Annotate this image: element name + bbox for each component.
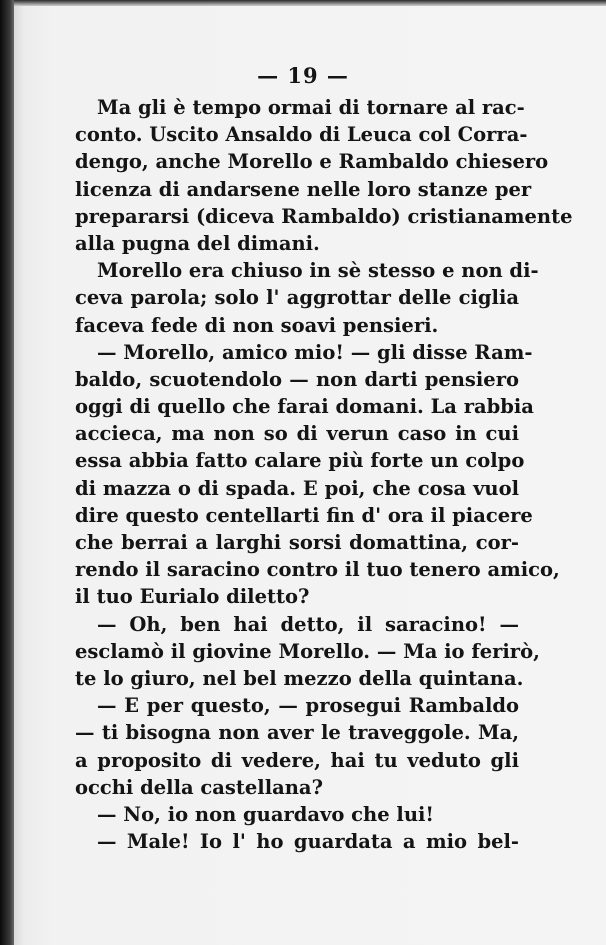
text-line: alla pugna del dimani. <box>75 231 320 255</box>
text-line: Morello era chiuso in sè stesso e non di- <box>97 259 539 283</box>
text-line: — ti bisogna non aver le traveggole. Ma, <box>75 721 519 745</box>
text-line: conto. Uscito Ansaldo di Leuca col Corra- <box>75 123 528 147</box>
text-line: — Male! Io l' ho guardata a mio bel- <box>97 830 519 854</box>
text-line: licenza di andarsene nelle loro stanze per <box>75 177 532 201</box>
text-line: a proposito di vedere, hai tu veduto gli <box>75 748 519 772</box>
text-line: che berrai a larghi sorsi domattina, cor- <box>75 531 519 554</box>
text-line: rendo il saracino contro il tuo tenero amico, <box>75 558 560 582</box>
text-line: ceva parola; solo l' aggrottar delle ciglia <box>75 286 519 310</box>
text-line: accieca, ma non so di verun caso in cui <box>75 422 519 446</box>
text-line: — Oh, ben hai detto, il saracino! — <box>97 612 519 636</box>
text-line: — E per questo, — prosegui Rambaldo <box>97 694 519 718</box>
text-line: baldo, scuotendolo — non darti pensiero <box>75 367 519 391</box>
text-line: il tuo Eurialo diletto? <box>75 585 310 609</box>
book-spine-shadow <box>0 0 14 945</box>
text-line: occhi della castellana? <box>75 775 323 799</box>
text-line: esclamò il giovine Morello. — Ma io ferirò, <box>75 639 540 663</box>
text-line: essa abbia fatto calare più forte un colpo <box>75 449 525 473</box>
text-line: faceva fede di non soavi pensieri. <box>75 313 439 337</box>
body-text <box>75 94 573 855</box>
text-line: oggi di quello che farai domani. La rabbia <box>75 395 534 419</box>
text-line: di mazza o di spada. E poi, che cosa vuol <box>75 476 519 500</box>
text-line: — Morello, amico mio! — gli disse Ram- <box>97 340 533 364</box>
text-line: prepararsi (diceva Rambaldo) cristianamente <box>75 204 573 228</box>
text-line: Ma gli è tempo ormai di tornare al rac- <box>97 96 525 119</box>
text-line: dengo, anche Morello e Rambaldo chiesero <box>75 150 549 174</box>
text-line: te lo giuro, nel bel mezzo della quintana. <box>75 666 524 690</box>
text-line: — No, io non guardavo che lui! <box>97 802 434 826</box>
text-line: dire questo centellarti fin d' ora il piacere <box>75 503 533 527</box>
page-top-edge <box>14 0 606 6</box>
page-number: — 19 — <box>257 63 349 88</box>
